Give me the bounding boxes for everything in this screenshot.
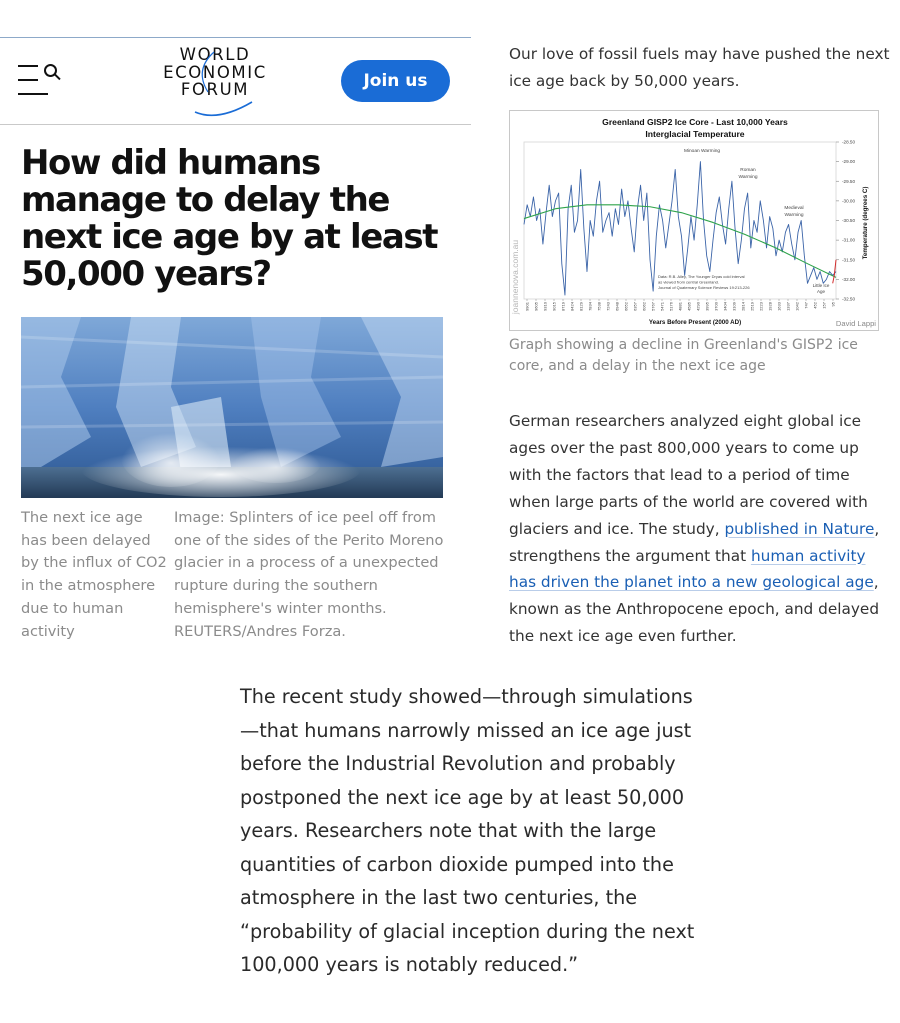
menu-search-button[interactable] bbox=[18, 65, 62, 97]
body-text-3: , known as the Anthropocene epoch, and delayed the next ice age even further. bbox=[509, 573, 880, 646]
x-tick-label-25: 2519 bbox=[749, 302, 755, 311]
x-axis-ticks bbox=[524, 299, 835, 311]
x-tick-label-31: 747 bbox=[803, 302, 809, 309]
gisp2-chart bbox=[509, 110, 879, 331]
x-tick-label-2: 9310 bbox=[542, 302, 548, 311]
chart-watermark: joannenova.com.au bbox=[510, 239, 520, 315]
x-tick-label-11: 6652 bbox=[623, 302, 629, 311]
glacier-photo bbox=[21, 317, 443, 498]
x-tick-label-28: 1633 bbox=[776, 302, 782, 311]
image-caption: The next ice age has been delayed by the influx of CO2 in the atmosphere due to human activity bbox=[21, 509, 167, 640]
y-tick-label-4: -30.50 bbox=[842, 218, 856, 224]
chart-credit: David Lappi bbox=[835, 319, 876, 328]
y-tick-label-6: -31.50 bbox=[842, 257, 856, 263]
y-tick-label-7: -32.00 bbox=[842, 276, 856, 282]
x-tick-label-33: 157 bbox=[821, 302, 827, 309]
logo-line-3: FORUM bbox=[180, 80, 250, 99]
x-tick-label-23: 3109 bbox=[731, 302, 737, 311]
chart-canvas bbox=[510, 111, 879, 331]
x-tick-label-18: 4585 bbox=[686, 302, 692, 311]
x-tick-label-3: 9015 bbox=[551, 302, 557, 311]
x-tick-label-22: 3404 bbox=[722, 302, 728, 311]
y-tick-label-1: -29.00 bbox=[842, 159, 856, 165]
x-tick-label-7: 7834 bbox=[587, 302, 593, 311]
x-tick-label-15: 5471 bbox=[659, 302, 665, 311]
article-headline: How did humans manage to delay the next ice age by at least 50,000 years? bbox=[21, 143, 438, 294]
y-tick-label-2: -29.50 bbox=[842, 178, 856, 184]
x-tick-label-6: 8129 bbox=[578, 302, 584, 311]
annotation-medieval: Medieval Warming bbox=[784, 206, 804, 218]
geological-age-link[interactable]: human activity has driven the planet into a new geological age bbox=[509, 546, 874, 592]
annotation-roman: Roman Warming bbox=[738, 168, 758, 180]
wef-logo[interactable] bbox=[150, 46, 280, 118]
y-tick-label-0: -28.50 bbox=[842, 139, 856, 145]
x-tick-label-27: 1928 bbox=[767, 302, 773, 311]
header-top-rule bbox=[0, 37, 471, 38]
x-tick-label-30: 1042 bbox=[794, 302, 800, 311]
y-axis-label: Temperature (degrees C) bbox=[862, 186, 869, 260]
body-paragraph bbox=[509, 408, 891, 650]
x-tick-label-32: 452 bbox=[812, 302, 818, 309]
chart-title: Greenland GISP2 Ice Core - Last 10,000 Years bbox=[602, 117, 788, 127]
x-tick-label-14: 5767 bbox=[650, 302, 656, 311]
x-tick-label-20: 3995 bbox=[704, 302, 710, 311]
x-tick-label-21: 3700 bbox=[713, 302, 719, 311]
logo-line-2: ECONOMIC bbox=[163, 62, 267, 82]
x-tick-label-12: 6357 bbox=[632, 302, 638, 311]
x-tick-label-17: 4881 bbox=[677, 302, 683, 311]
x-axis-label: Years Before Present (2000 AD) bbox=[648, 319, 742, 326]
x-tick-label-26: 2223 bbox=[758, 302, 764, 311]
annotation-little-ice-age: Little Ice Age bbox=[812, 283, 830, 294]
x-tick-label-16: 5176 bbox=[668, 302, 674, 311]
annotation-data-source: Data: R.B. Alley, The Younger Dryas cold interval as viewed from central Greenland. Journal of Quaternary Science Reviews 19:213-226 bbox=[658, 274, 750, 290]
x-tick-label-8: 7538 bbox=[596, 302, 602, 311]
x-tick-label-19: 4290 bbox=[695, 302, 701, 311]
join-us-button[interactable]: Join us bbox=[341, 60, 450, 102]
hamburger-menu-icon[interactable] bbox=[18, 65, 38, 67]
body-text-2: , strengthens the argument that bbox=[509, 519, 880, 565]
x-tick-label-0: 9901 bbox=[524, 302, 530, 311]
y-axis-ticks bbox=[836, 140, 855, 302]
nature-link[interactable]: published in Nature bbox=[724, 519, 875, 538]
header-bottom-rule bbox=[0, 124, 471, 125]
x-tick-label-9: 7243 bbox=[605, 302, 611, 311]
chart-caption: Graph showing a decline in Greenland's GISP2 ice core, and a delay in the next ice age bbox=[509, 337, 858, 374]
image-credit: Image: Splinters of ice peel off from one of the sides of the Perito Moreno glacier in a process of a unexpected rupture during the southern hemisphere's winter months. REUTERS/Andres Forza. bbox=[174, 509, 444, 640]
x-tick-label-24: 2814 bbox=[740, 302, 746, 311]
y-tick-label-3: -30.00 bbox=[842, 198, 856, 204]
annotation-minoan: Minoan Warming bbox=[683, 149, 721, 154]
intro-paragraph: Our love of fossil fuels may have pushed the next ice age back by 50,000 years. bbox=[509, 45, 890, 90]
x-tick-label-10: 6948 bbox=[614, 302, 620, 311]
logo-line-1: WORLD bbox=[179, 45, 251, 64]
logo-swirl-icon bbox=[150, 46, 280, 118]
body-text-1: German researchers analyzed eight global ice ages over the past 800,000 years to come up with the factors that lead to a period of time when large parts of the world are covered with glaciers and ice. The study, bbox=[509, 412, 868, 538]
x-tick-label-29: 1337 bbox=[785, 302, 791, 311]
y-tick-label-8: -32.50 bbox=[842, 296, 856, 302]
x-tick-label-1: 9605 bbox=[533, 302, 539, 311]
x-tick-label-13: 6062 bbox=[641, 302, 647, 311]
lower-paragraph: The recent study showed—through simulations—that humans narrowly missed an ice age just before the Industrial Revolution and probably postponed the next ice age by at least 50,000 years. Researchers note that with the large quantities of carbon dioxide pumped into the atmosphere in the last two centuries, the “probability of glacial inception during the next 100,000 years is notably reduced.” bbox=[240, 685, 695, 976]
x-tick-label-5: 8424 bbox=[569, 302, 575, 311]
y-tick-label-5: -31.00 bbox=[842, 237, 856, 243]
x-tick-label-4: 8719 bbox=[560, 302, 566, 311]
x-tick-label-34: 95 bbox=[830, 302, 836, 307]
chart-subtitle: Interglacial Temperature bbox=[645, 129, 745, 139]
